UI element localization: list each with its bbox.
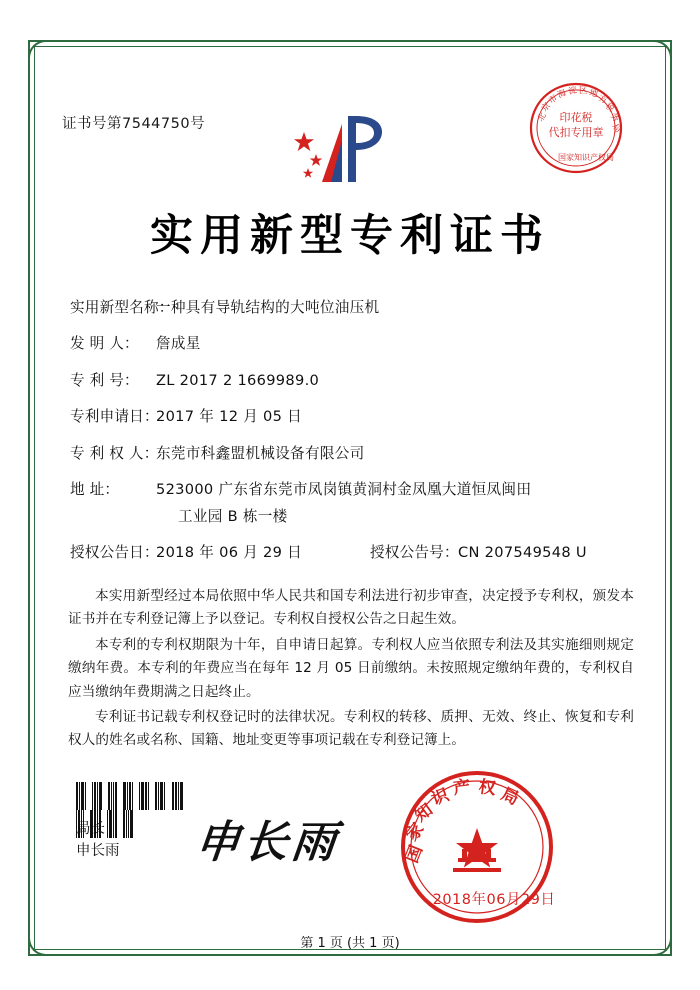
field-label: 专 利 号： xyxy=(70,371,139,389)
paragraph-2: 本专利的专利权期限为十年，自申请日起算。专利权人应当依照专利法及其实施细则规定缴纳年费。本专利的年费应当在每年 12 月 05 日前缴纳。未按照规定缴纳年费的，专利权自应当缴纳年费期满之日起终止。 xyxy=(68,636,634,700)
field-row-address xyxy=(70,479,630,528)
svg-text:海: 海 xyxy=(556,88,568,101)
certificate-fields xyxy=(70,297,630,579)
svg-text:地: 地 xyxy=(588,88,599,100)
svg-text:市: 市 xyxy=(546,93,560,107)
page-footer: 第 1 页 (共 1 页) xyxy=(300,936,400,951)
certificate-number: 证书号第7544750号 xyxy=(62,116,206,132)
field-row-announcement xyxy=(70,542,630,564)
border-corner-top-right xyxy=(626,40,672,86)
svg-text:税: 税 xyxy=(603,101,617,115)
field-label: 实用新型名称： xyxy=(70,299,174,316)
signature-label xyxy=(76,818,120,863)
field-value: ZL 2017 2 1669989.0 xyxy=(156,371,320,389)
svg-text:知: 知 xyxy=(411,799,437,827)
svg-text:务: 务 xyxy=(607,111,621,125)
svg-text:区: 区 xyxy=(579,86,588,96)
address-line-2: 工业园 B 栋一楼 xyxy=(178,507,288,525)
signature-role: 局长 xyxy=(76,821,105,837)
field-value-announcement-number: CN 207549548 U xyxy=(458,544,587,562)
field-row-patent-number xyxy=(70,370,630,392)
field-row-inventor xyxy=(70,333,630,355)
svg-text:产: 产 xyxy=(452,777,472,799)
svg-text:代扣专用章: 代扣专用章 xyxy=(548,126,604,139)
field-row-application-date xyxy=(70,406,630,428)
field-label-announcement-date: 授权公告日： xyxy=(70,544,159,562)
svg-text:印花税: 印花税 xyxy=(559,111,593,124)
handwritten-signature: 申长雨 xyxy=(192,817,343,868)
page-title: 实用新型专利证书 xyxy=(150,211,550,261)
tax-stamp-seal xyxy=(528,80,624,176)
sipo-logo-icon xyxy=(286,110,396,192)
svg-text:国家知识产权局: 国家知识产权局 xyxy=(558,153,614,162)
certificate-body-text xyxy=(68,585,634,755)
field-value: 2017 年 12 月 05 日 xyxy=(156,408,303,426)
svg-text:家: 家 xyxy=(402,819,429,846)
field-label: 专利申请日： xyxy=(70,408,159,426)
svg-text:北: 北 xyxy=(535,111,549,124)
paragraph-1: 本实用新型经过本局依照中华人民共和国专利法进行初步审查，决定授予专利权，颁发本证书并在专利登记簿上予以登记。专利权自授权公告之日起生效。 xyxy=(68,588,634,628)
field-label-announcement-number: 授权公告号： xyxy=(370,544,459,562)
field-value-announcement-date: 2018 年 06 月 29 日 xyxy=(156,544,303,562)
field-label: 发 明 人： xyxy=(70,335,139,353)
field-value-address xyxy=(156,479,630,528)
field-value: 一种具有导轨结构的大吨位油压机 xyxy=(156,299,380,316)
seal-date: 2018年06月29日 xyxy=(432,892,556,908)
field-row-utility-model-name xyxy=(70,297,630,319)
field-label: 专 利 权 人： xyxy=(70,444,159,462)
svg-text:识: 识 xyxy=(428,785,452,810)
svg-text:局: 局 xyxy=(497,784,522,810)
field-row-patentee xyxy=(70,443,630,465)
barcode xyxy=(76,782,188,810)
svg-text:京: 京 xyxy=(539,100,553,115)
svg-text:权: 权 xyxy=(477,777,497,800)
address-line-1: 523000 广东省东莞市凤岗镇黄洞村金凤凰大道恒凤闽田 xyxy=(156,480,532,498)
field-label: 地 址： xyxy=(70,480,120,498)
border-corner-top-left xyxy=(28,40,74,86)
svg-text:方: 方 xyxy=(596,93,609,107)
svg-text:局: 局 xyxy=(609,122,623,135)
field-value: 东莞市科鑫盟机械设备有限公司 xyxy=(156,444,365,462)
signature-name: 申长雨 xyxy=(76,843,120,860)
svg-text:淀: 淀 xyxy=(567,85,578,97)
field-value: 詹成星 xyxy=(156,335,201,353)
paragraph-3: 专利证书记载专利权登记时的法律状况。专利权的转移、质押、无效、终止、恢复和专利权人的姓名或名称、国籍、地址变更等事项记载在专利登记簿上。 xyxy=(68,708,634,749)
svg-text:国: 国 xyxy=(402,842,428,866)
